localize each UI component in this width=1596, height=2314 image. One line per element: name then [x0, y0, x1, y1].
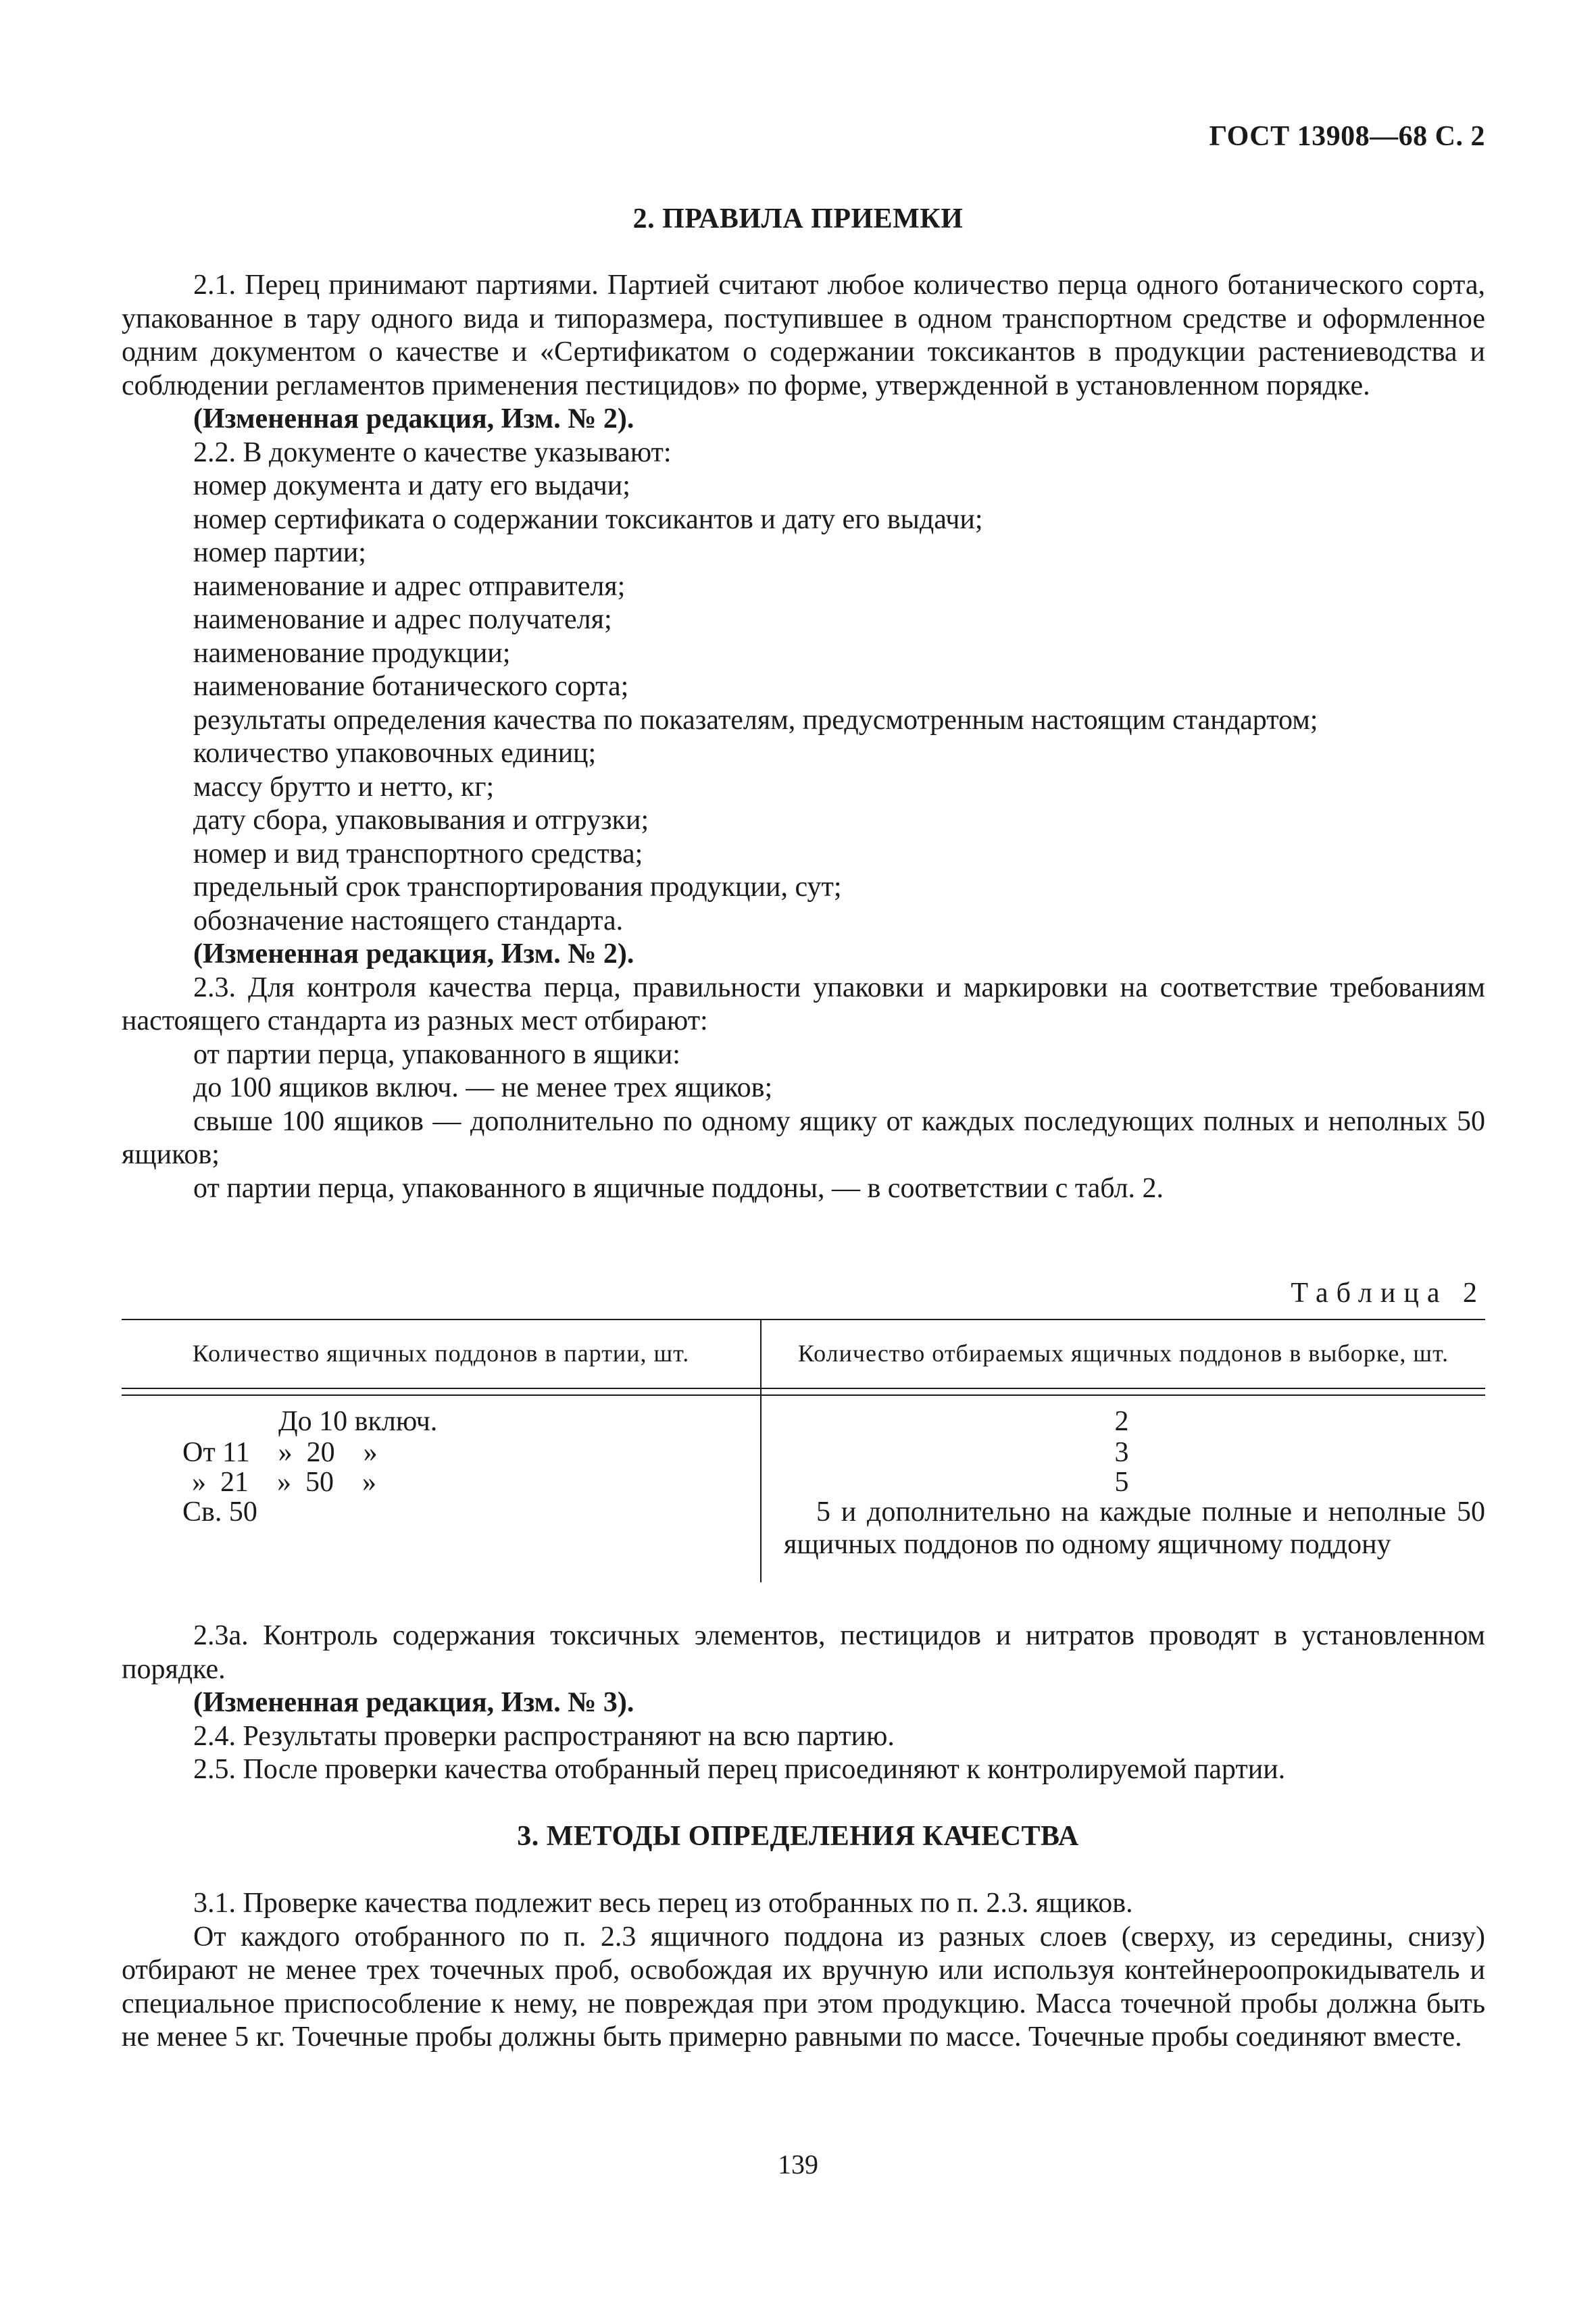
- table-cell: 2: [1114, 1406, 1129, 1437]
- paragraph-2-3-b: до 100 ящиков включ. — не менее трех ящиков;: [193, 1072, 773, 1103]
- paragraph-2-5: 2.5. После проверки качества отобранный перец присоединяют к контролируемой партии.: [193, 1754, 1286, 1785]
- paragraph-3-1: 3.1. Проверке качества подлежит весь перец из отобранных по п. 2.3. ящиков.: [193, 1888, 1133, 1919]
- column-header: Количество отбираемых ящичных поддонов в выборке, шт.: [797, 1340, 1449, 1367]
- list-item: номер и вид транспортного средства;: [193, 838, 643, 870]
- list-item: номер сертификата о содержании токсикантов и дату его выдачи;: [193, 503, 983, 535]
- list-item: массу брутто и нетто, кг;: [193, 771, 495, 803]
- amendment-note: (Измененная редакция, Изм. № 3).: [193, 1687, 634, 1718]
- list-item: обозначение настоящего стандарта.: [193, 905, 624, 936]
- paragraph-2-3-d: от партии перца, упакованного в ящичные поддоны, — в соответствии с табл. 2.: [193, 1172, 1164, 1204]
- list-item: наименование и адрес отправителя;: [193, 570, 626, 602]
- list-item: дату сбора, упаковывания и отгрузки;: [193, 805, 649, 836]
- table-rule: [122, 1394, 1485, 1396]
- table-cell: [784, 1496, 1485, 1561]
- table-cell: 5: [1114, 1467, 1129, 1498]
- paragraph-3-1-b: От каждого отобранного по п. 2.3 ящичного поддона из разных слоев (сверху, из середины, снизу) отбирают не менее трех точечных проб, освобождая их вручную или используя контейнероопрокидыватель и специальное приспособление к нему, не повреждая при этом продукцию. Масса точечной пробы должна быть не менее 5 кг. Точечные пробы должны быть примерно равными по массе. Точечные пробы соединяют вместе.: [122, 1921, 1485, 2053]
- page-number: 139: [778, 2149, 818, 2180]
- table-cell: Св. 50: [182, 1496, 257, 1528]
- paragraph-2-2: 2.2. В документе о качестве указывают:: [193, 436, 672, 468]
- section-2-body: [122, 269, 1485, 1205]
- table-cell: » 21 » 50 »: [192, 1467, 376, 1498]
- section-2-title: 2. ПРАВИЛА ПРИЕМКИ: [632, 203, 964, 234]
- table-caption: Таблица 2: [1291, 1278, 1485, 1309]
- column-header: Количество ящичных поддонов в партии, шт.: [192, 1340, 690, 1367]
- list-item: количество упаковочных единиц;: [193, 738, 597, 769]
- table-cell: От 11 » 20 »: [182, 1437, 378, 1468]
- table-rule: [122, 1319, 1485, 1320]
- section-3-body: [122, 1887, 1485, 2055]
- list-item: номер партии;: [193, 537, 366, 568]
- paragraph-2-3a: 2.3а. Контроль содержания токсичных элементов, пестицидов и нитратов проводят в установленном порядке.: [122, 1620, 1485, 1685]
- paragraph-2-3-c: свыше 100 ящиков — дополнительно по одному ящику от каждых последующих полных и неполных 50 ящиков;: [122, 1105, 1485, 1170]
- paragraph-2-3: 2.3. Для контроля качества перца, правильности упаковки и маркировки на соответствие требованиям настоящего стандарта из разных мест отбирают:: [122, 972, 1485, 1036]
- table-2: [122, 1319, 1485, 1582]
- amendment-note: (Измененная редакция, Изм. № 2).: [193, 938, 634, 970]
- list-item: результаты определения качества по показателям, предусмотренным настоящим стандартом;: [193, 704, 1318, 736]
- table-cell: 3: [1114, 1437, 1129, 1468]
- paragraph-2-4: 2.4. Результаты проверки распространяют на всю партию.: [193, 1720, 895, 1752]
- amendment-note: (Измененная редакция, Изм. № 2).: [193, 403, 634, 434]
- list-item: предельный срок транспортирования продукции, сут;: [193, 872, 842, 903]
- list-item: номер документа и дату его выдачи;: [193, 470, 630, 501]
- paragraph-2-3-a: от партии перца, упакованного в ящики:: [193, 1038, 680, 1070]
- paragraph-2-1: 2.1. Перец принимают партиями. Партией считают любое количество перца одного ботанического сорта, упакованное в тару одного вида и типоразмера, поступившее в одном транспортном средстве и оформленное одним документом о качестве и «Сертификатом о содержании токсикантов в продукции растениеводства и соблюдении регламентов применения пестицидов» по форме, утвержденной в установленном порядке.: [122, 270, 1485, 401]
- list-item: наименование и адрес получателя;: [193, 604, 612, 635]
- page-header: ГОСТ 13908—68 С. 2: [1209, 121, 1485, 152]
- list-item: наименование продукции;: [193, 637, 511, 669]
- list-item: наименование ботанического сорта;: [193, 671, 629, 702]
- table-cell-text: 5 и дополнительно на каждые полные и неполные 50 ящичных поддонов по одному ящичному поддону: [784, 1496, 1485, 1560]
- after-table-body: [122, 1619, 1485, 1787]
- section-3-title: 3. МЕТОДЫ ОПРЕДЕЛЕНИЯ КАЧЕСТВА: [517, 1821, 1079, 1852]
- table-cell: До 10 включ.: [278, 1406, 438, 1437]
- table-rule: [122, 1388, 1485, 1389]
